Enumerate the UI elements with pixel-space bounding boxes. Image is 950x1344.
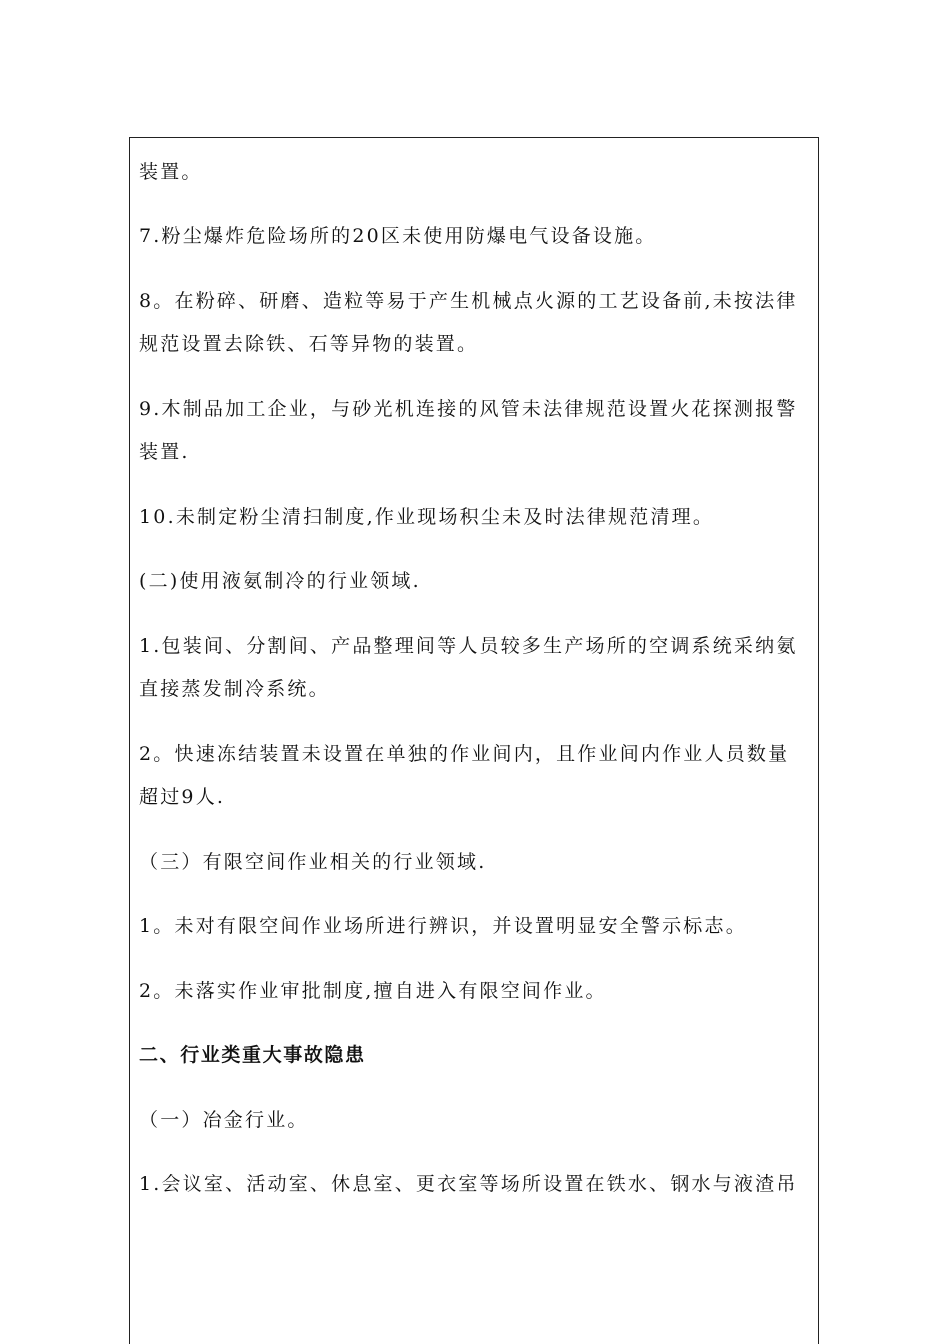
table-frame (129, 137, 819, 1344)
text-line-11: 2。快速冻结装置未设置在单独的作业间内，且作业间内作业人员数量 (139, 743, 790, 765)
text-line-4: 规范设置去除铁、石等异物的装置。 (139, 333, 479, 355)
text-line-1: 装置。 (139, 161, 203, 183)
text-line-18: 1.会议室、活动室、休息室、更衣室等场所设置在铁水、钢水与液渣吊 (139, 1173, 798, 1195)
text-line-10: 直接蒸发制冷系统。 (139, 678, 330, 700)
section-subheading-1: （一）冶金行业。 (139, 1109, 309, 1131)
text-line-14: 1。未对有限空间作业场所进行辨识，并设置明显安全警示标志。 (139, 915, 747, 937)
section-heading: 二、行业类重大事故隐患 (139, 1044, 366, 1066)
text-line-15: 2。未落实作业审批制度,擅自进入有限空间作业。 (139, 980, 607, 1002)
text-line-2: 7.粉尘爆炸危险场所的20区未使用防爆电气设备设施。 (139, 225, 657, 247)
section-subheading-3: （三）有限空间作业相关的行业领域. (139, 851, 487, 873)
text-line-6: 装置. (139, 441, 190, 463)
text-line-12: 超过9人. (139, 786, 226, 808)
text-line-9: 1.包装间、分割间、产品整理间等人员较多生产场所的空调系统采纳氨 (139, 635, 798, 657)
text-line-3: 8。在粉碎、研磨、造粒等易于产生机械点火源的工艺设备前,未按法律 (139, 290, 798, 312)
text-line-7: 10.未制定粉尘清扫制度,作业现场积尘未及时法律规范清理。 (139, 506, 715, 528)
text-line-5: 9.木制品加工企业，与砂光机连接的风管未法律规范设置火花探测报警 (139, 398, 798, 420)
section-subheading-2: (二)使用液氨制冷的行业领域. (139, 570, 421, 592)
